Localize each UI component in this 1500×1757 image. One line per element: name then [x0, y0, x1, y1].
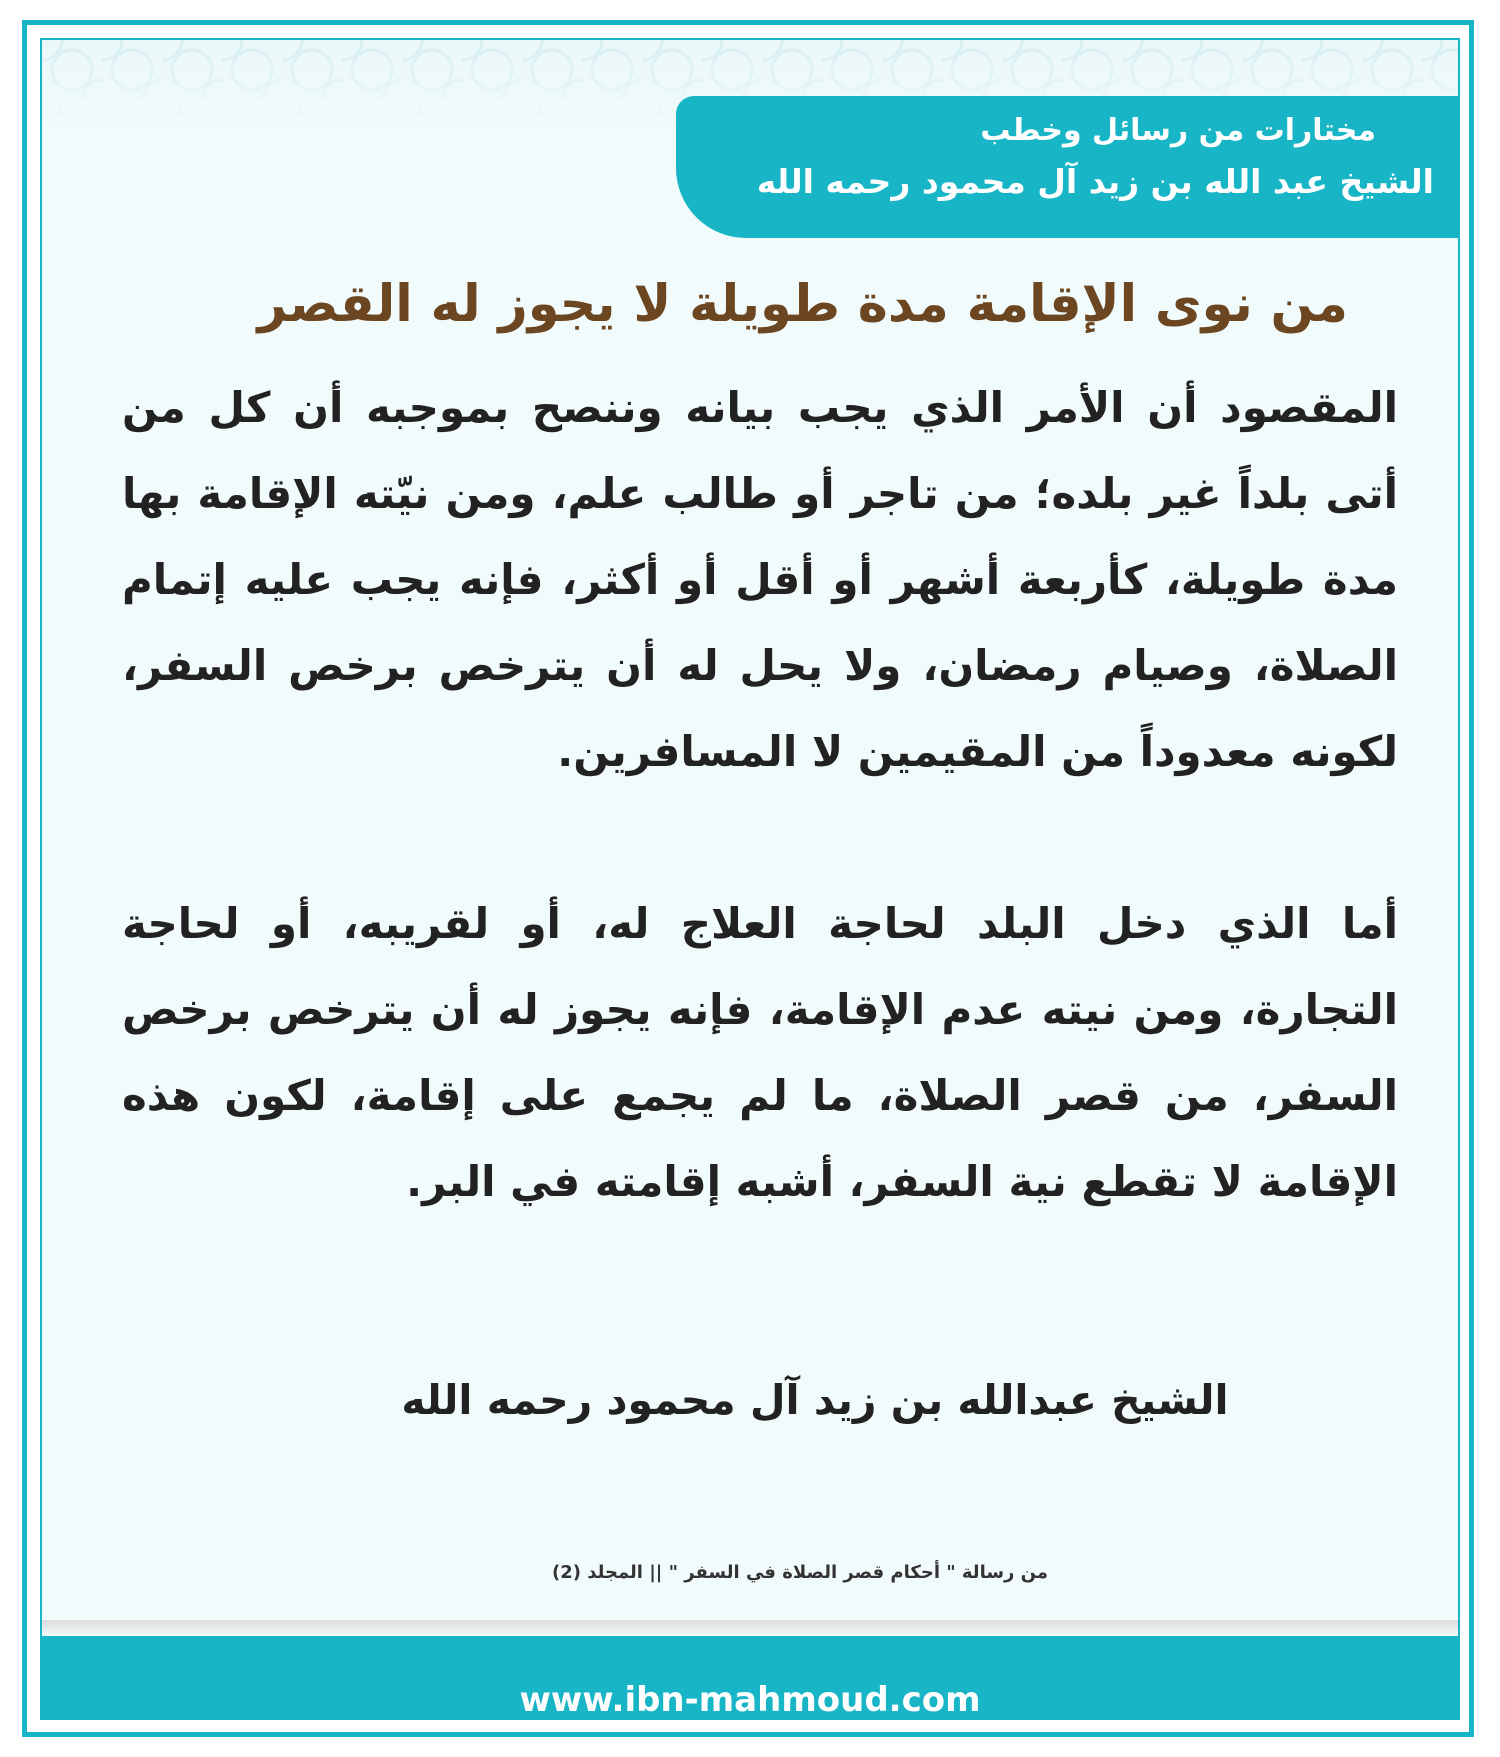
footer-divider: [42, 1620, 1458, 1636]
author-name: الشيخ عبد الله بن زيد آل محمود رحمه الله: [756, 162, 1434, 201]
article-body: [122, 365, 1398, 1311]
page-title: من نوى الإقامة مدة طويلة لا يجوز له القصر: [257, 275, 1348, 334]
series-title: مختارات من رسائل وخطب: [980, 113, 1376, 148]
paragraph-2: أما الذي دخل البلد لحاجة العلاج له، أو لقريبه، أو لحاجة التجارة، ومن نيته عدم الإقامة، فإنه يجوز له أن يترخص برخص السفر، من قصر الصلاة، ما لم يجمع على إقامة، لكون هذه الإقامة لا تقطع نية السفر، أشبه إقامته في البر.: [122, 899, 1398, 1206]
website-link[interactable]: www.ibn-mahmoud.com: [519, 1680, 981, 1720]
signature: الشيخ عبدالله بن زيد آل محمود رحمه الله: [401, 1376, 1229, 1424]
content-card: [40, 38, 1460, 1720]
paragraph-1: المقصود أن الأمر الذي يجب بيانه وننصح بموجبه أن كل من أتى بلداً غير بلده؛ من تاجر أو طالب علم، ومن نيّته الإقامة بها مدة طويلة، كأربعة أشهر أو أقل أو أكثر، فإنه يجب عليه إتمام الصلاة، وصيام رمضان، ولا يحل له أن يترخص برخص السفر، لكونه معدوداً من المقيمين لا المسافرين.: [122, 383, 1398, 776]
header-banner: [676, 96, 1458, 238]
source-citation: من رسالة " أحكام قصر الصلاة في السفر " || المجلد (2): [551, 1562, 1049, 1583]
